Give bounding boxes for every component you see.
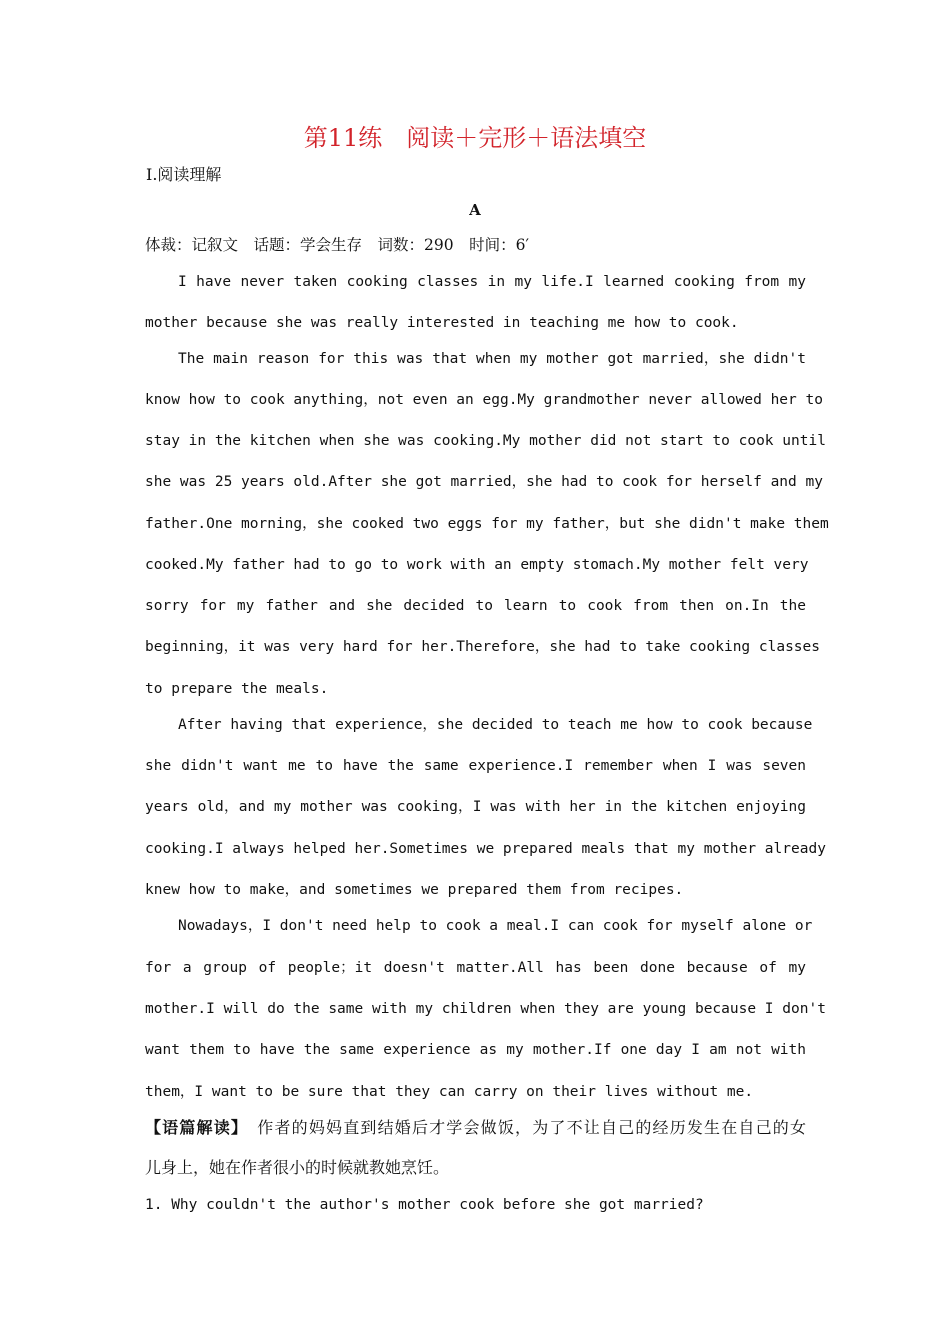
passage-line: sorry for my father and she decided to learn to cook from then on.In the (145, 598, 806, 614)
passage-line: cooked.My father had to go to work with an empty stomach.My mother felt very (145, 557, 809, 573)
passage-line: want them to have the same experience as my mother.If one day I am not with (145, 1042, 806, 1058)
passage-meta: 体裁：记叙文 话题：学会生存 词数：290 时间：6′ (145, 236, 529, 254)
passage-line: mother because she was really interested in teaching me how to cook. (145, 315, 739, 331)
passage-line: them，I want to be sure that they can carry on their lives without me. (145, 1084, 754, 1100)
passage-line: she didn't want me to have the same experience.I remember when I was seven (145, 758, 806, 774)
analysis-text-continued: 儿身上，她在作者很小的时候就教她烹饪。 (145, 1158, 450, 1177)
passage-line: know how to cook anything，not even an egg.My grandmother never allowed her to (145, 392, 823, 408)
passage-line: I have never taken cooking classes in my life.I learned cooking from my (178, 274, 806, 290)
passage-label: A (469, 201, 481, 219)
passage-line: Nowadays，I don't need help to cook a meal.I can cook for myself alone or (178, 918, 813, 934)
analysis-tag: 【语篇解读】 (145, 1118, 241, 1137)
passage-line: mother.I will do the same with my children when they are young because I don't (145, 1001, 826, 1017)
passage-line: cooking.I always helped her.Sometimes we prepared meals that my mother already (145, 841, 826, 857)
passage-line: she was 25 years old.After she got married，she had to cook for herself and my (145, 474, 823, 490)
passage-line: to prepare the meals. (145, 681, 329, 697)
passage-line: After having that experience，she decided to teach me how to cook because (178, 717, 813, 733)
passage-line: for a group of people；it doesn't matter.All has been done because of my (145, 960, 806, 976)
page-title: 第11练 阅读＋完形＋语法填空 (303, 124, 647, 152)
passage-line: stay in the kitchen when she was cooking.My mother did not start to cook until (145, 433, 826, 449)
passage-line: beginning，it was very hard for her.Therefore，she had to take cooking classes (145, 639, 821, 655)
question-1: 1. Why couldn't the author's mother cook before she got married? (145, 1197, 704, 1213)
analysis-text: 作者的妈妈直到结婚后才学会做饭，为了不让自己的经历发生在自己的女 (240, 1118, 806, 1137)
passage-line: father.One morning，she cooked two eggs for my father，but she didn't make them (145, 516, 829, 532)
passage-line: knew how to make，and sometimes we prepared them from recipes. (145, 882, 684, 898)
passage-line: years old，and my mother was cooking，I was with her in the kitchen enjoying (145, 799, 806, 815)
section-heading: Ⅰ.阅读理解 (146, 165, 222, 184)
passage-line: The main reason for this was that when my mother got married，she didn't (178, 351, 806, 367)
passage-analysis (145, 1118, 806, 1138)
